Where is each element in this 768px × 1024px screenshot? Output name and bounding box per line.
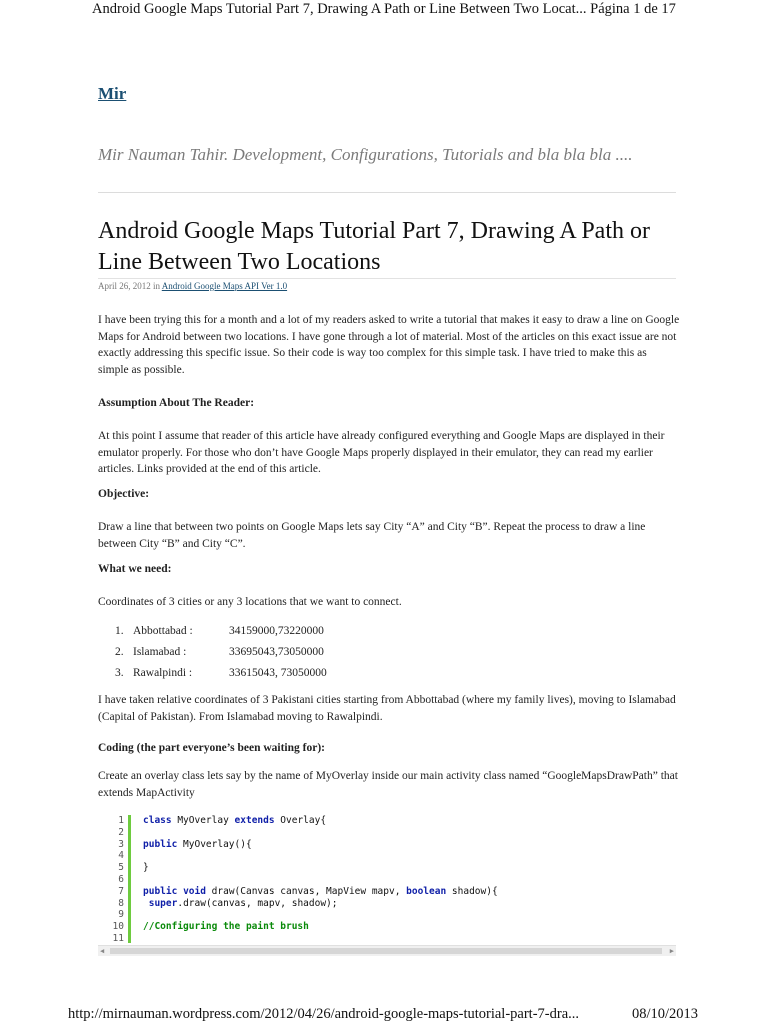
relative-paragraph: I have taken relative coordinates of 3 Pakistani cities starting from Abbottabad (where my family lives), moving to Islamabad (Capital of Pakistan). From Islamabad moving to Rawalpindi. (98, 694, 676, 723)
post-title: Android Google Maps Tutorial Part 7, Drawing A Path or Line Between Two Locations (98, 218, 650, 275)
intro-paragraph: I have been trying this for a month and a lot of my readers asked to write a tutorial that makes it easy to draw a line on Google Maps for Android between two locations. I have gone through a lot of material. Most of the articles on this exact issue are not exactly addressing this specific issue. So their code is way too complex for this simple task. I have tried to make this as simple as possible. (98, 314, 680, 376)
list-item: 2. Islamabad : 33695043,73050000 (115, 646, 324, 658)
category-link[interactable]: Android Google Maps API Ver 1.0 (161, 281, 288, 291)
list-item: 1. Abbottabad : 34159000,73220000 (115, 625, 324, 637)
code-lines: class MyOverlay extends Overlay{ public MyOverlay(){ } public void draw(Canvas canvas, MapView mapv, boolean shadow){ super.draw(canvas, mapv, shadow); //Configuring the paint brush (143, 815, 498, 933)
divider (98, 278, 676, 279)
site-title-link[interactable]: Mir (98, 84, 127, 103)
divider (98, 192, 676, 193)
code-scrollbar[interactable] (98, 945, 676, 956)
print-header: Android Google Maps Tutorial Part 7, Drawing A Path or Line Between Two Locat... Página 1 de 17 (92, 1, 676, 17)
gutter-bar (128, 815, 131, 943)
cities-list (98, 623, 327, 686)
post-meta (98, 281, 287, 291)
scroll-thumb[interactable] (110, 948, 662, 954)
code-block (98, 815, 676, 955)
footer-date: 08/10/2013 (631, 1006, 698, 1022)
assumption-paragraph: At this point I assume that reader of this article have already configured everything and Google Maps are displayed in their emulator properly. For those who don’t have Google Maps properly displayed in their emulator, they can read my earlier articles. Links provided at the end of this article. (98, 430, 665, 476)
need-heading: What we need: (98, 563, 172, 575)
coding-heading: Coding (the part everyone’s been waiting for): (98, 742, 325, 754)
post-date: April 26, 2012 in (98, 281, 162, 291)
site-tagline: Mir Nauman Tahir. Development, Configurations, Tutorials and bla bla bla .... (98, 145, 633, 164)
footer-url: http://mirnauman.wordpress.com/2012/04/26/android-google-maps-tutorial-part-7-dra... (68, 1006, 580, 1022)
print-footer (68, 1004, 698, 1024)
list-item: 3. Rawalpindi : 33615043, 73050000 (115, 667, 327, 679)
assumption-heading: Assumption About The Reader: (98, 397, 255, 409)
objective-heading: Objective: (98, 488, 150, 500)
need-paragraph: Coordinates of 3 cities or any 3 locations that we want to connect. (98, 596, 402, 608)
line-numbers: 1 2 3 4 5 6 7 8 9 10 11 (112, 815, 124, 944)
objective-paragraph: Draw a line that between two points on Google Maps lets say City “A” and City “B”. Repeat the process to draw a line between City “B” and City “C”. (98, 521, 646, 550)
scroll-left-icon[interactable]: ◀ (100, 947, 105, 955)
scroll-right-icon[interactable]: ▶ (669, 947, 674, 955)
coding-paragraph: Create an overlay class lets say by the name of MyOverlay inside our main activity class named “GoogleMapsDrawPath” that extends MapActivity (98, 770, 678, 799)
